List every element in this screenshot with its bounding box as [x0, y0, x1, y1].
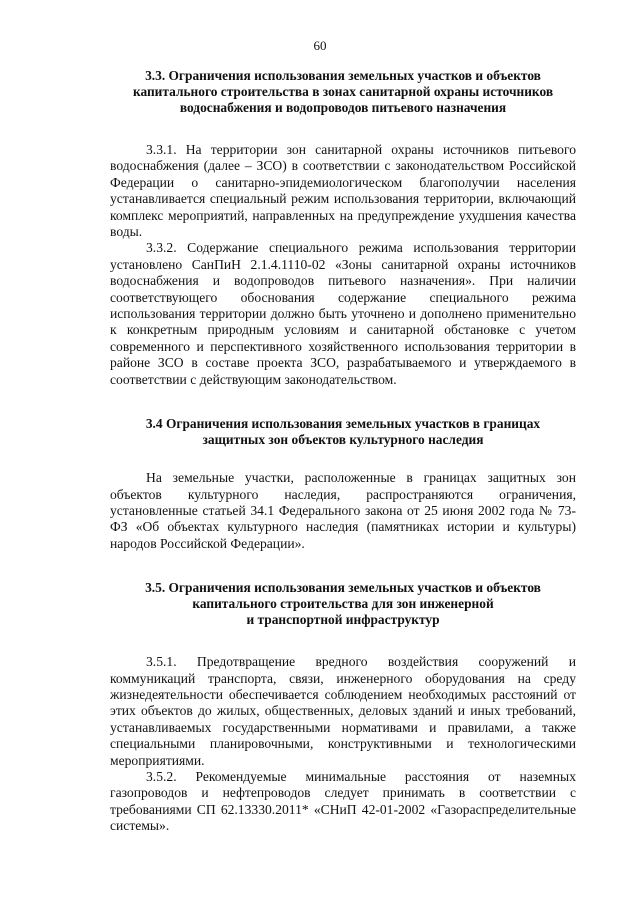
section-3-5-title: [110, 580, 576, 628]
section-3-4-title-line-2: защитных зон объектов культурного наследия: [202, 432, 484, 448]
section-3-5-title-line-1: 3.5. Ограничения использования земельных участков и объектов: [145, 580, 541, 596]
section-3-3-title-line-3: водоснабжения и водопроводов питьевого назначения: [179, 100, 507, 115]
section-3-3-title: [110, 68, 576, 116]
paragraph-3-3-1: 3.3.1. На территории зон санитарной охраны источников питьевого водоснабжения (далее – ЗСО) в соответствии с законодательством Российской Федерации о санитарно-эпидемиологическом благополучии населения устанавливается специальный режим использования территории, включающий комплекс мероприятий, направленных на предупреждение ухудшения качества воды.: [110, 142, 576, 240]
section-3-3-title-line-1: 3.3. Ограничения использования земельных участков и объектов: [145, 68, 541, 83]
section-3-4-title-line-1: 3.4 Ограничения использования земельных участков в границах: [145, 416, 541, 432]
section-3-5-title-line-3: и транспортной инфраструктур: [246, 612, 440, 628]
section-3-4-title: [110, 416, 576, 448]
paragraph-3-5-2: 3.5.2. Рекомендуемые минимальные расстояния от наземных газопроводов и нефтепроводов следует принимать в соответствии с требованиями СП 62.13330.2011* «СНиП 42-01-2002 «Газораспределительные системы».: [110, 768, 576, 834]
paragraph-3-4: На земельные участки, расположенные в границах защитных зон объектов культурного наследия, распространяются ограничения, установленные статьей 34.1 Федерального закона от 25 июня 2002 года № 73-ФЗ «Об объектах культурного наследия (памятниках истории и культуры) народов Российской Федерации».: [110, 470, 576, 551]
section-3-3-title-line-2: капитального строительства в зонах санитарной охраны источников: [132, 84, 554, 99]
section-3-5-title-line-2: капитального строительства для зон инженерной: [192, 596, 494, 612]
paragraph-3-3-2: 3.3.2. Содержание специального режима использования территории установлено СанПиН 2.1.4.1110-02 «Зоны санитарной охраны источников водоснабжения и водопроводов питьевого назначения». При наличии соответствующего обоснования содержание специального режима использования территории должно быть уточнено и дополнено применительно к конкретным природным условиям и санитарной обстановке с учетом современного и перспективного хозяйственного использования территории в районе ЗСО в составе проекта ЗСО, разрабатываемого и утверждаемого в соответствии с действующим законодательством.: [110, 240, 576, 387]
paragraph-3-5-1: 3.5.1. Предотвращение вредного воздействия сооружений и коммуникаций транспорта, связи, инженерного оборудования на среду жизнедеятельности обеспечивается соблюдением необходимых расстояний от этих объектов до жилых, общественных, деловых зданий и иных требований, устанавливаемых государственными нормативами и правилами, а также специальными планировочными, конструктивными и технологическими мероприятиями.: [110, 654, 576, 768]
page-number: 60: [313, 38, 327, 53]
page-content: [110, 68, 576, 835]
